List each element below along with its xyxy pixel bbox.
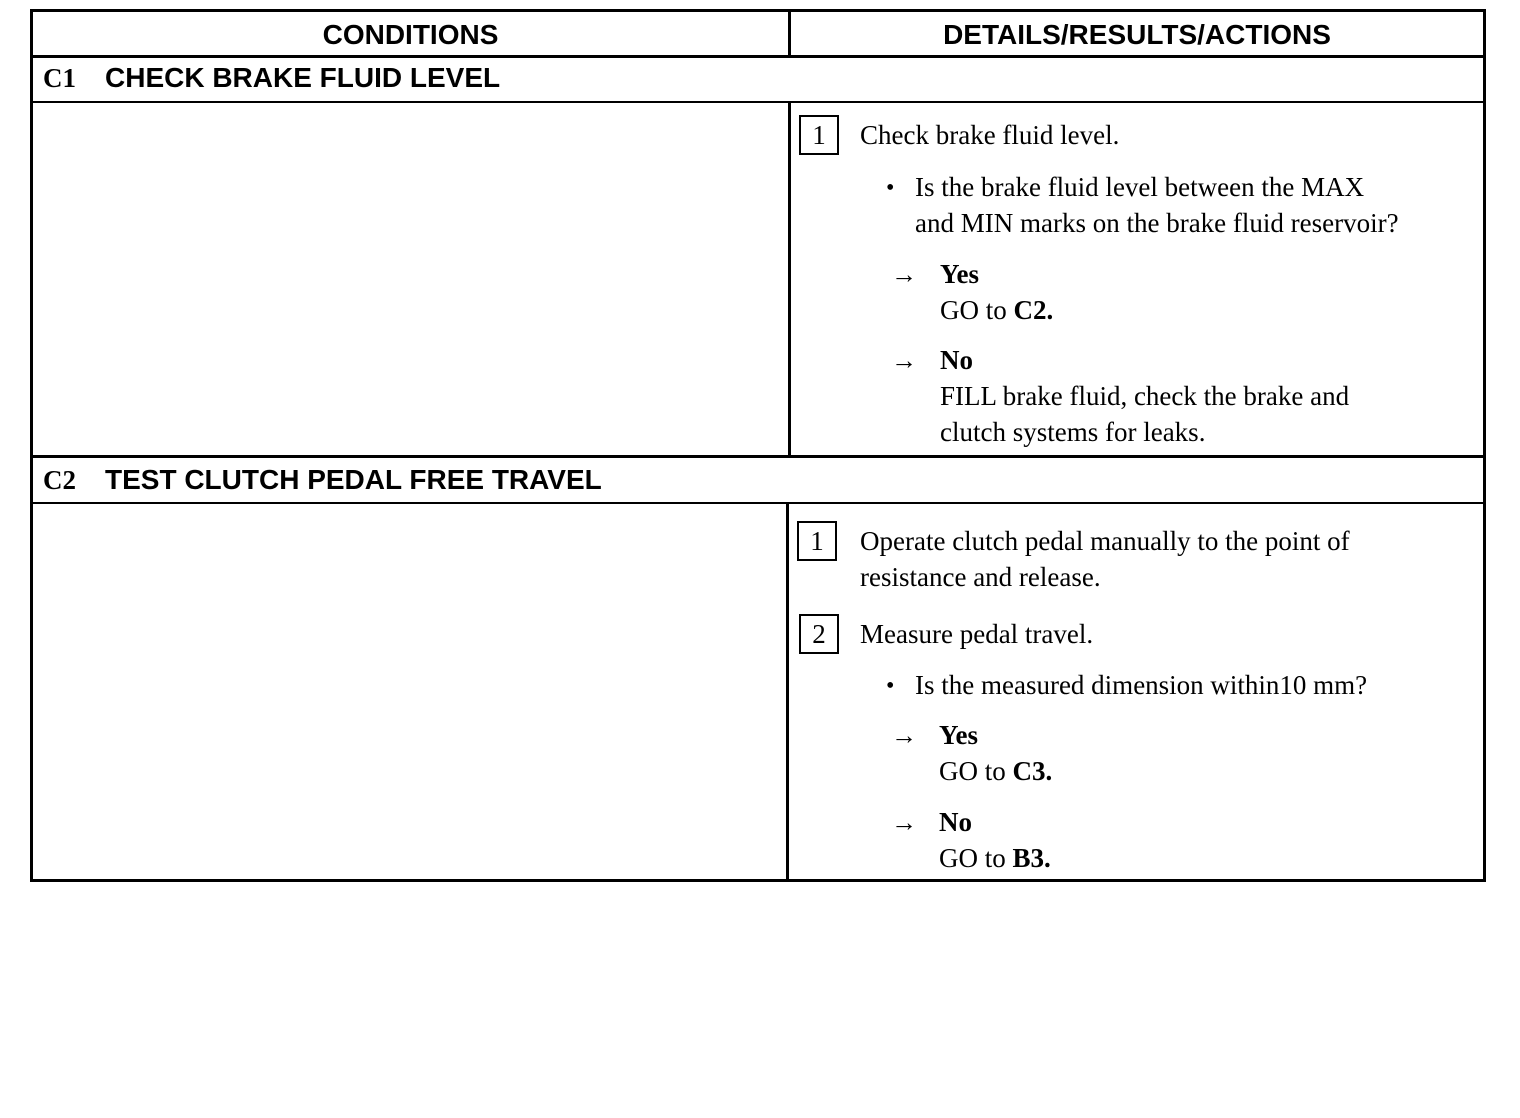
yes-label: Yes [939,720,978,750]
step-text: Operate clutch pedal manually to the point of [860,526,1350,556]
step-number-box: 2 [799,614,839,654]
section-code: C2 [43,465,76,495]
section-code: C1 [43,63,76,93]
action-target: C2. [1013,295,1054,325]
no-action [939,840,1051,876]
action-text: GO to [939,756,1013,786]
question-text: Is the brake fluid level between the MAX [915,172,1365,202]
yes-action [939,753,1052,789]
section-heading: CHECK BRAKE FLUID LEVEL [105,62,501,93]
c1-title-rule [33,101,1483,103]
section-title-c2 [43,458,602,502]
arrow-right-icon: → [891,808,917,837]
action-target: C3. [1012,756,1053,786]
c2-title-rule [33,502,1483,504]
details-header: DETAILS/RESULTS/ACTIONS [943,19,1331,50]
step-number-box: 1 [797,521,837,561]
no-label: No [939,807,972,837]
diagnostic-table [30,9,1486,882]
step-number-box: 1 [799,115,839,155]
bullet-icon: • [886,673,895,699]
section-title-c1 [43,56,500,100]
action-text: GO to [940,295,1014,325]
arrow-right-icon: → [891,260,917,289]
c2-column-divider [786,504,789,879]
arrow-right-icon: → [891,346,917,375]
conditions-header: CONDITIONS [322,19,499,50]
no-action: FILL brake fluid, check the brake and [940,381,1350,411]
bullet-icon: • [886,175,895,201]
no-action: clutch systems for leaks. [940,417,1206,447]
step-text: Check brake fluid level. [860,120,1120,150]
action-target: B3. [1012,843,1051,873]
c1-column-divider [788,103,791,455]
action-text: GO to [939,843,1013,873]
yes-action [940,292,1053,328]
step-text: Measure pedal travel. [860,619,1094,649]
section-heading: TEST CLUTCH PEDAL FREE TRAVEL [105,464,602,495]
question-text: and MIN marks on the brake fluid reservoir? [915,208,1399,238]
step-text: resistance and release. [860,562,1101,592]
question-text: Is the measured dimension within10 mm? [915,670,1368,700]
yes-label: Yes [940,259,979,289]
arrow-right-icon: → [891,721,917,750]
no-label: No [940,345,973,375]
